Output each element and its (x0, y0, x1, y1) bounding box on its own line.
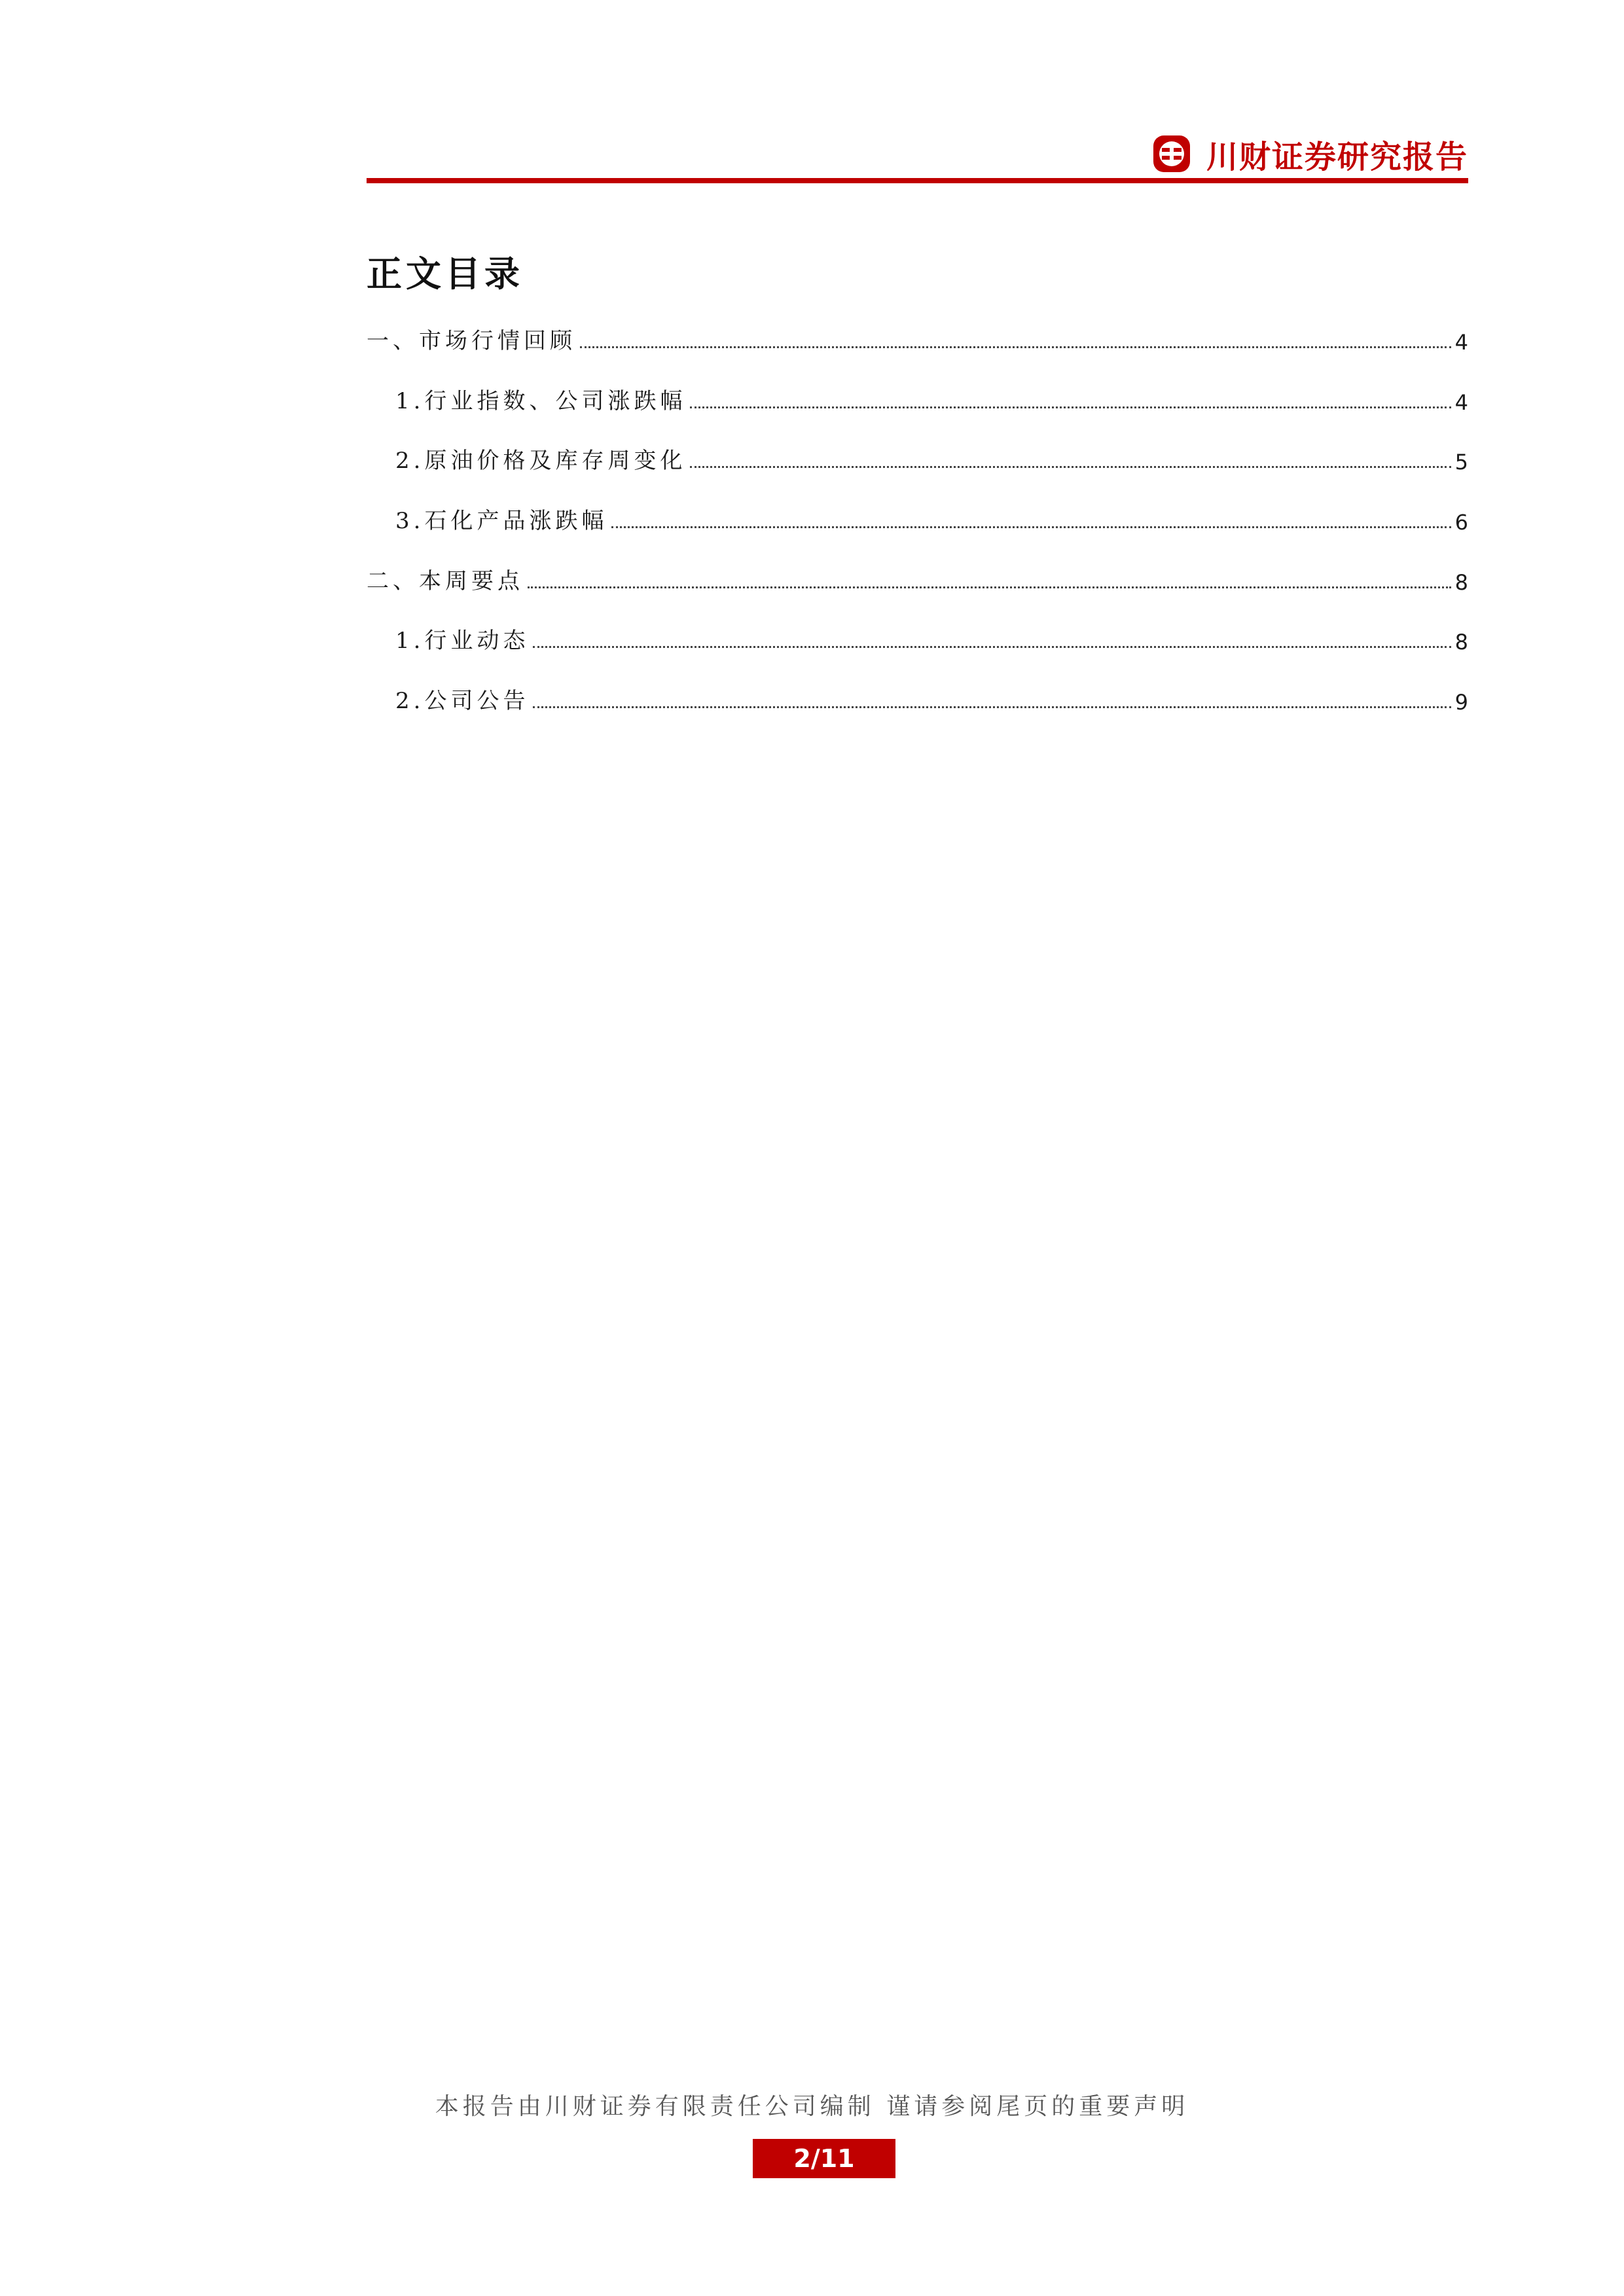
toc-dot-leader (611, 526, 1451, 528)
toc-entry-page: 6 (1454, 510, 1468, 535)
toc-title: 正文目录 (367, 253, 524, 295)
toc-dot-leader (533, 646, 1451, 648)
toc-entry-page: 8 (1454, 570, 1468, 595)
toc-entry-page: 8 (1454, 630, 1468, 655)
toc-entry-label: 二、本周要点 (367, 568, 524, 594)
header-divider (367, 178, 1468, 183)
toc-dot-leader (533, 706, 1451, 708)
toc-entry-weekly-highlights[interactable] (367, 558, 1468, 595)
toc-entry-market-review[interactable] (367, 318, 1468, 355)
toc-entry-page: 4 (1454, 390, 1468, 415)
toc-entry-company-announcements[interactable] (395, 678, 1468, 715)
toc-entry-industry-news[interactable] (395, 618, 1468, 655)
toc-entry-petrochemical-products[interactable] (395, 498, 1468, 535)
toc-dot-leader (690, 406, 1451, 408)
toc-entry-label: 一、市场行情回顾 (367, 328, 576, 354)
footer-disclaimer: 本报告由川财证券有限责任公司编制 谨请参阅尾页的重要声明 (435, 2093, 1189, 2120)
toc-entry-crude-oil[interactable] (395, 438, 1468, 475)
page-number-badge (753, 2139, 895, 2178)
toc-entry-label: 3.石化产品涨跌幅 (395, 508, 608, 534)
toc-entry-label: 1.行业动态 (395, 628, 530, 654)
toc-entry-label: 1.行业指数、公司涨跌幅 (395, 388, 687, 414)
chuancai-logo-icon (1153, 135, 1191, 173)
toc-entry-label: 2.原油价格及库存周变化 (395, 448, 687, 474)
brand (1153, 131, 1468, 177)
page-number: 2/11 (793, 2144, 855, 2173)
toc-entry-page: 5 (1454, 450, 1468, 475)
toc-entry-index-performance[interactable] (395, 378, 1468, 415)
toc-entry-page: 4 (1454, 330, 1468, 355)
toc-entry-page: 9 (1454, 690, 1468, 715)
toc-entry-label: 2.公司公告 (395, 688, 530, 714)
page-header (367, 124, 1468, 183)
toc-dot-leader (690, 466, 1451, 468)
brand-name: 川财证券研究报告 (1206, 138, 1468, 175)
toc-dot-leader (580, 346, 1451, 348)
toc-dot-leader (528, 586, 1451, 588)
